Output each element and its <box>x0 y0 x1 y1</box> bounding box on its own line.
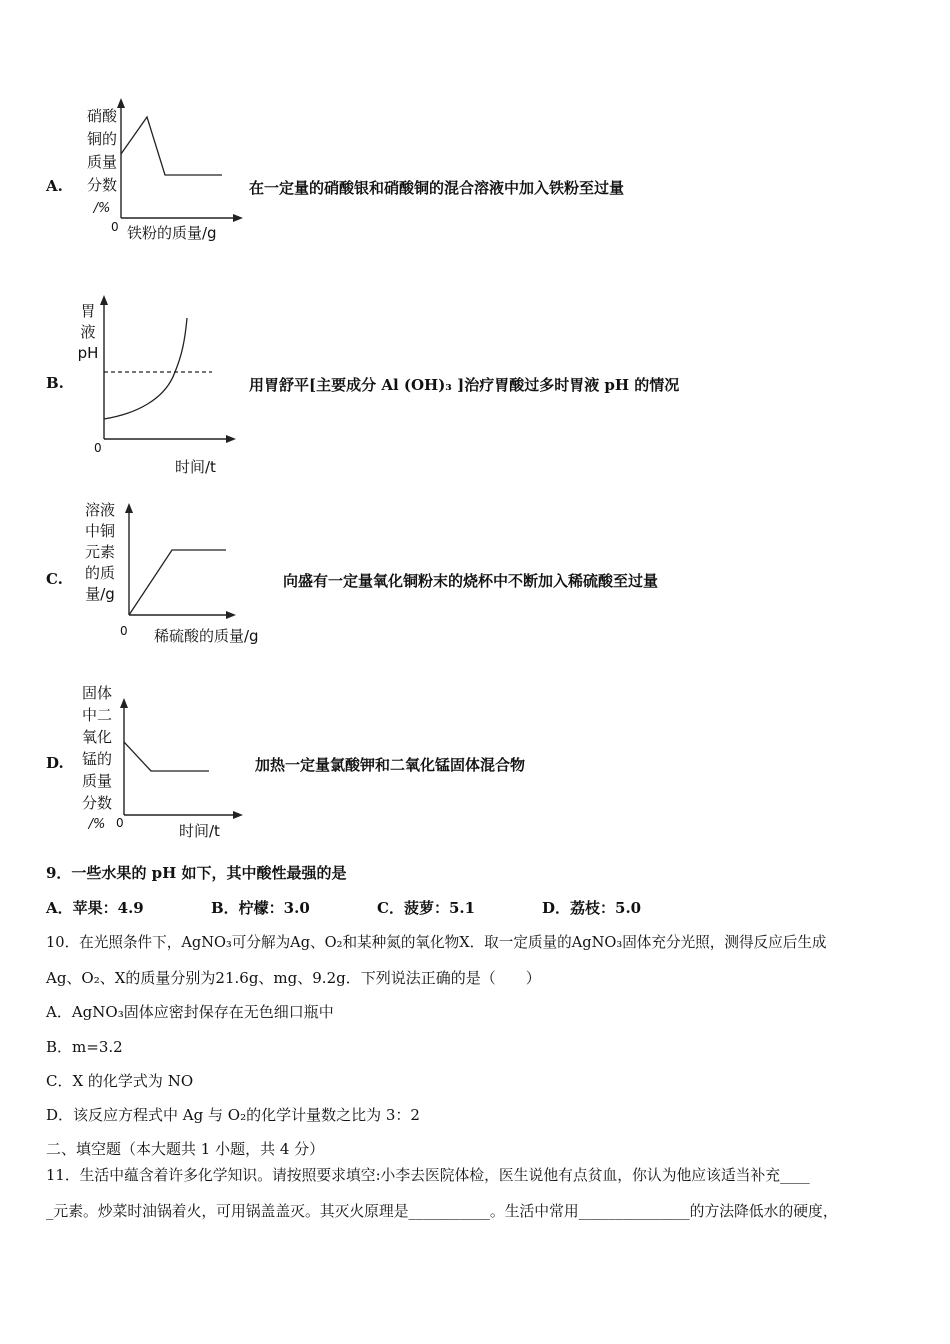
option-b-origin: 0 <box>94 441 102 455</box>
option-a-description: 在一定量的硝酸银和硝酸铜的混合溶液中加入铁粉至过量 <box>249 179 625 197</box>
option-c-xlabel: 稀硫酸的质量/g <box>154 627 259 645</box>
option-a-axes <box>117 98 243 222</box>
option-b-xlabel: 时间/t <box>175 458 216 476</box>
option-c-label: C. <box>46 570 63 588</box>
q10-choice-a: A．AgNO₃固体应密封保存在无色细口瓶中 <box>46 1003 334 1021</box>
option-a-curve <box>121 117 222 175</box>
q11-line2: _元素。炒菜时油锅着火，可用锅盖盖灭。其灭火原理是___________。生活中常用_______________的方法降低水的硬度， <box>46 1203 838 1220</box>
option-c-y-arrow <box>125 503 133 513</box>
option-a-ylabel: 硝酸 铜的 质量 分数 /% <box>86 107 117 216</box>
q9-choice-a: A．苹果：4.9 <box>46 899 144 917</box>
q9-choice-b: B．柠檬：3.0 <box>211 899 310 917</box>
option-d-xlabel: 时间/t <box>179 822 220 840</box>
option-c-x-arrow <box>226 611 236 619</box>
option-d-description: 加热一定量氯酸钾和二氧化锰固体混合物 <box>255 756 526 774</box>
option-d-ylabel: 固体 中二 氧化 锰的 质量 分数 /% <box>81 684 112 832</box>
q9-stem: 9．一些水果的 pH 如下，其中酸性最强的是 <box>46 864 347 882</box>
q10-stem-line1: 10．在光照条件下，AgNO₃可分解为Ag、O₂和某种氮的氧化物X．取一定质量的AgNO₃固体充分光照，测得反应后生成 <box>46 934 827 951</box>
option-d-axes <box>120 698 243 819</box>
option-a-origin: 0 <box>111 220 119 234</box>
option-b-axes <box>100 295 236 443</box>
option-c-origin: 0 <box>120 624 128 638</box>
q10-choice-c: C．X 的化学式为 NO <box>46 1072 194 1090</box>
option-b-description: 用胃舒平[主要成分 Al (OH)₃ ]治疗胃酸过多时胃液 pH 的情况 <box>249 376 680 394</box>
option-d-origin: 0 <box>116 816 124 830</box>
option-a-xlabel: 铁粉的质量/g <box>127 224 217 242</box>
option-b-ylabel: 胃 液 pH <box>77 302 99 362</box>
option-b-label: B. <box>46 374 64 392</box>
option-a-x-arrow <box>233 214 243 222</box>
option-d-label: D. <box>46 754 64 772</box>
option-d-curve <box>124 742 209 771</box>
q11-line1: 11．生活中蕴含着许多化学知识。请按照要求填空:小李去医院体检，医生说他有点贫血，你认为他应该适当补充____ <box>46 1167 810 1184</box>
option-a-label: A. <box>46 177 63 195</box>
q10-choice-d: D．该反应方程式中 Ag 与 O₂的化学计量数之比为 3：2 <box>46 1106 420 1124</box>
option-b-curve <box>104 318 187 419</box>
q9-choice-d: D．荔枝：5.0 <box>542 899 642 917</box>
q10-choice-b: B．m=3.2 <box>46 1038 123 1056</box>
option-b-x-arrow <box>226 435 236 443</box>
option-c-curve <box>129 550 226 615</box>
option-c-axes <box>125 503 236 619</box>
option-d-x-arrow <box>233 811 243 819</box>
q10-stem-line2: Ag、O₂、X的质量分别为21.6g、mg、9.2g．下列说法正确的是（ ） <box>46 969 541 987</box>
q9-choice-c: C．菠萝：5.1 <box>377 899 476 917</box>
option-c-description: 向盛有一定量氧化铜粉末的烧杯中不断加入稀硫酸至过量 <box>283 572 659 590</box>
option-d-y-arrow <box>120 698 128 708</box>
section-2-title: 二、填空题（本大题共 1 小题，共 4 分） <box>46 1140 325 1158</box>
option-c-ylabel: 溶液 中铜 元素 的质 量/g <box>84 501 115 603</box>
